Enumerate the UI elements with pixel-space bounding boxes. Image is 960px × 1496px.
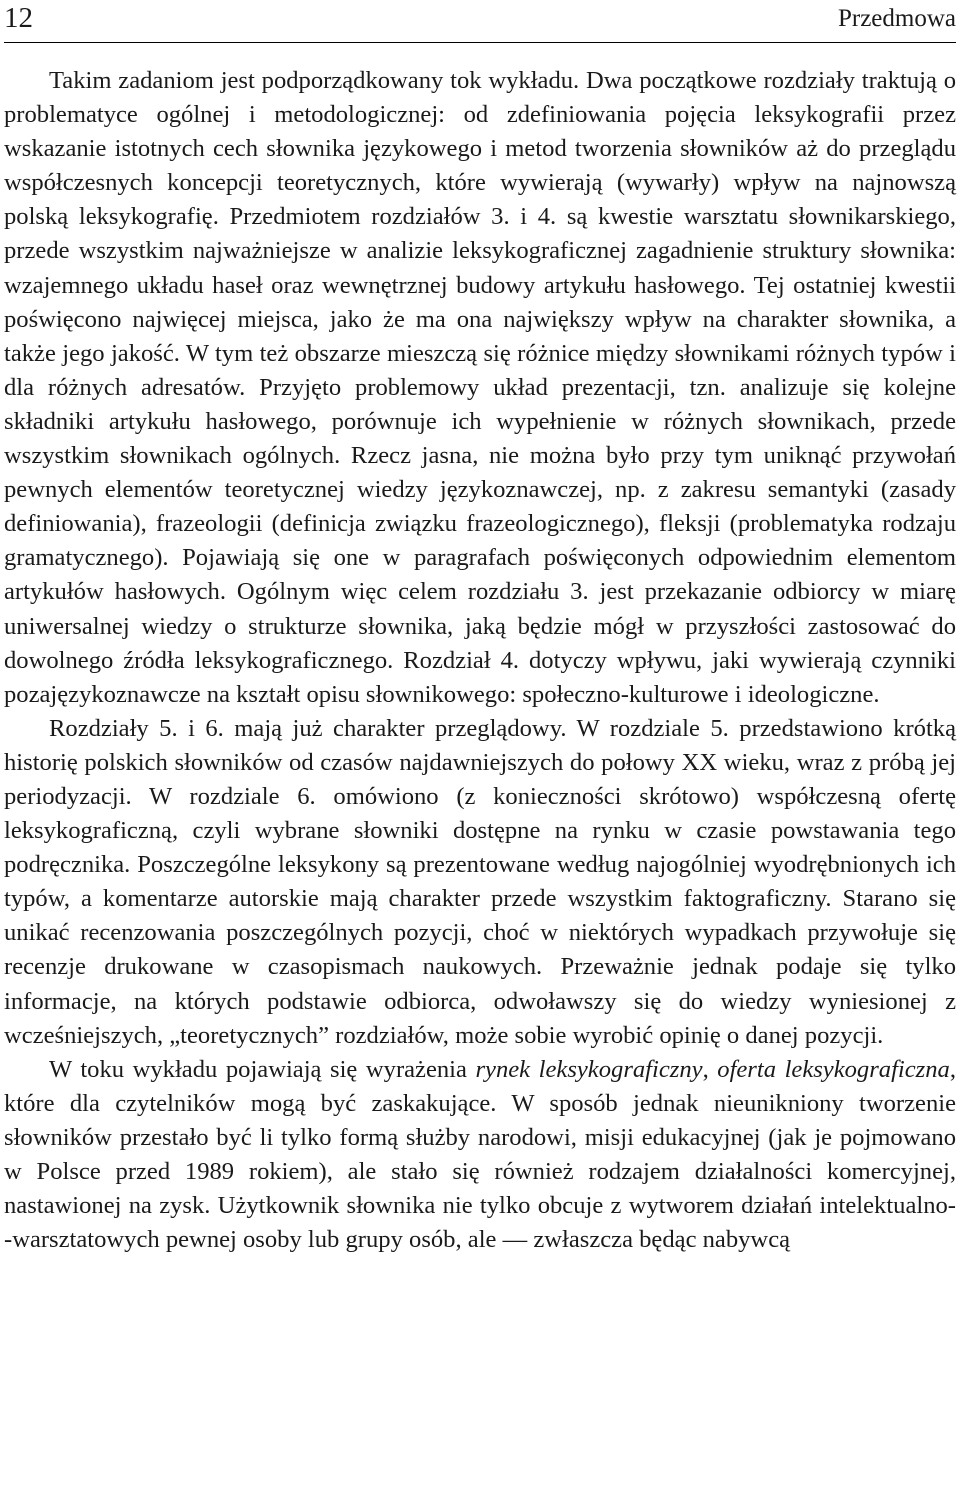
running-title: Przedmowa bbox=[837, 5, 956, 32]
paragraph-1-text: Takim zadaniom jest podporządkowany tok wykładu. Dwa początkowe rozdziały traktują o problematyce ogólnej i metodologicznej: od zdefiniowania pojęcia leksykografii przez wskazanie istotnych cech słownika językowego i metod tworzenia słowników aż do przeglądu współczesnych koncepcji teoretycznych, które wywierają (wywarły) wpływ na najnowszą polską leksykografię. Przedmiotem rozdziałów 3. i 4. są kwestie warsztatu słownikarskiego, przede wszystkim najważniejsze w analizie leksykograficznej zagadnienie struktury słownika: wzajemnego układu haseł oraz wewnętrznej budowy artykułu hasłowego. Tej ostatniej kwestii poświęcono najwięcej miejsca, jako że ma ona największy wpływ na charakter słownika, a także jego jakość. W tym też obszarze mieszczą się różnice między słownikami różnych typów i dla różnych adresatów. Przyjęto problemowy układ prezentacji, tzn. analizuje się kolejne składniki artykułu hasłowego, porównuje ich wypełnienie w różnych słownikach, przede wszystkim słownikach ogólnych. Rzecz jasna, nie można było przy tym uniknąć przywołań pewnych elementów teoretycznej wiedzy językoznawczej, np. z zakresu semantyki (zasady definiowania), frazeologii (definicja związku frazeologicznego), fleksji (problematyka rodzaju gramatycznego). Pojawiają się one w paragrafach poświęconych odpowiednim elementom artykułów hasłowych. Ogólnym więc celem rozdziału 3. jest przekazanie odbiorcy w miarę uniwersalnej wiedzy o strukturze słownika, jaką będzie mógł w przyszłości zastosować do dowolnego źródła leksykograficznego. Rozdział 4. dotyczy wpływu, jaki wywierają czynniki pozajęzykoznawcze na kształt opisu słownikowego: społeczno-kulturowe i ideologiczne. bbox=[4, 67, 956, 708]
paragraph-2-text: Rozdziały 5. i 6. mają już charakter przeglądowy. W rozdziale 5. przedstawiono krótką historię polskich słowników od czasów najdawniejszych do połowy XX wieku, wraz z próbą jej periodyzacji. W rozdziale 6. omówiono (z konieczności skrótowo) współczesną ofertę leksykograficzną, czyli wybrane słowniki dostępne na rynku w czasie powstawania tego podręcznika. Poszczególne leksykony są prezentowane według najogólniej wyodrębnionych ich typów, a komentarze autorskie mają charakter przede wszystkim faktograficzny. Starano się unikać recenzowania poszczególnych pozycji, choć w niektórych wypadkach przywołuje się recenzje drukowane w czasopismach naukowych. Przeważnie jednak podaje się tylko informacje, na których podstawie odbiorca, odwoławszy się do wiedzy wyniesionej z wcześniejszych, „teoretycznych” rozdziałów, może sobie wyrobić opinię o danej pozycji. bbox=[4, 714, 956, 1049]
paragraph-3-run-1: W toku wykładu pojawiają się wyrażenia bbox=[49, 1055, 476, 1083]
paragraph-1 bbox=[4, 64, 956, 712]
page-number: 12 bbox=[4, 2, 33, 34]
running-head bbox=[4, 0, 956, 40]
paragraph-3-run-3: , które dla czytelników mogą być zaskakujące. W sposób jednak nieunikniony tworzenie słowników przestało być li tylko formą służby narodowi, misji edukacyjnej (jak je pojmowano w Polsce przed 1989 rokiem), ale stało się również rodzajem działalności komercyjnej, nastawionej na zysk. Użytkownik słownika nie tylko obcuje z wytworem działań intelektualno-‑warsztatowych pewnej osoby lub grupy osób, ale — zwłaszcza będąc nabywcą bbox=[4, 1055, 956, 1254]
paragraph-2 bbox=[4, 712, 956, 1053]
italic-term-rynek: rynek leksykograficzny bbox=[475, 1055, 703, 1083]
header-rule bbox=[4, 42, 956, 43]
paragraph-3-run-2: , bbox=[702, 1055, 718, 1083]
italic-term-oferta: oferta leksykograficzna bbox=[717, 1055, 950, 1083]
body-text bbox=[4, 64, 956, 1257]
paragraph-3 bbox=[4, 1053, 956, 1258]
